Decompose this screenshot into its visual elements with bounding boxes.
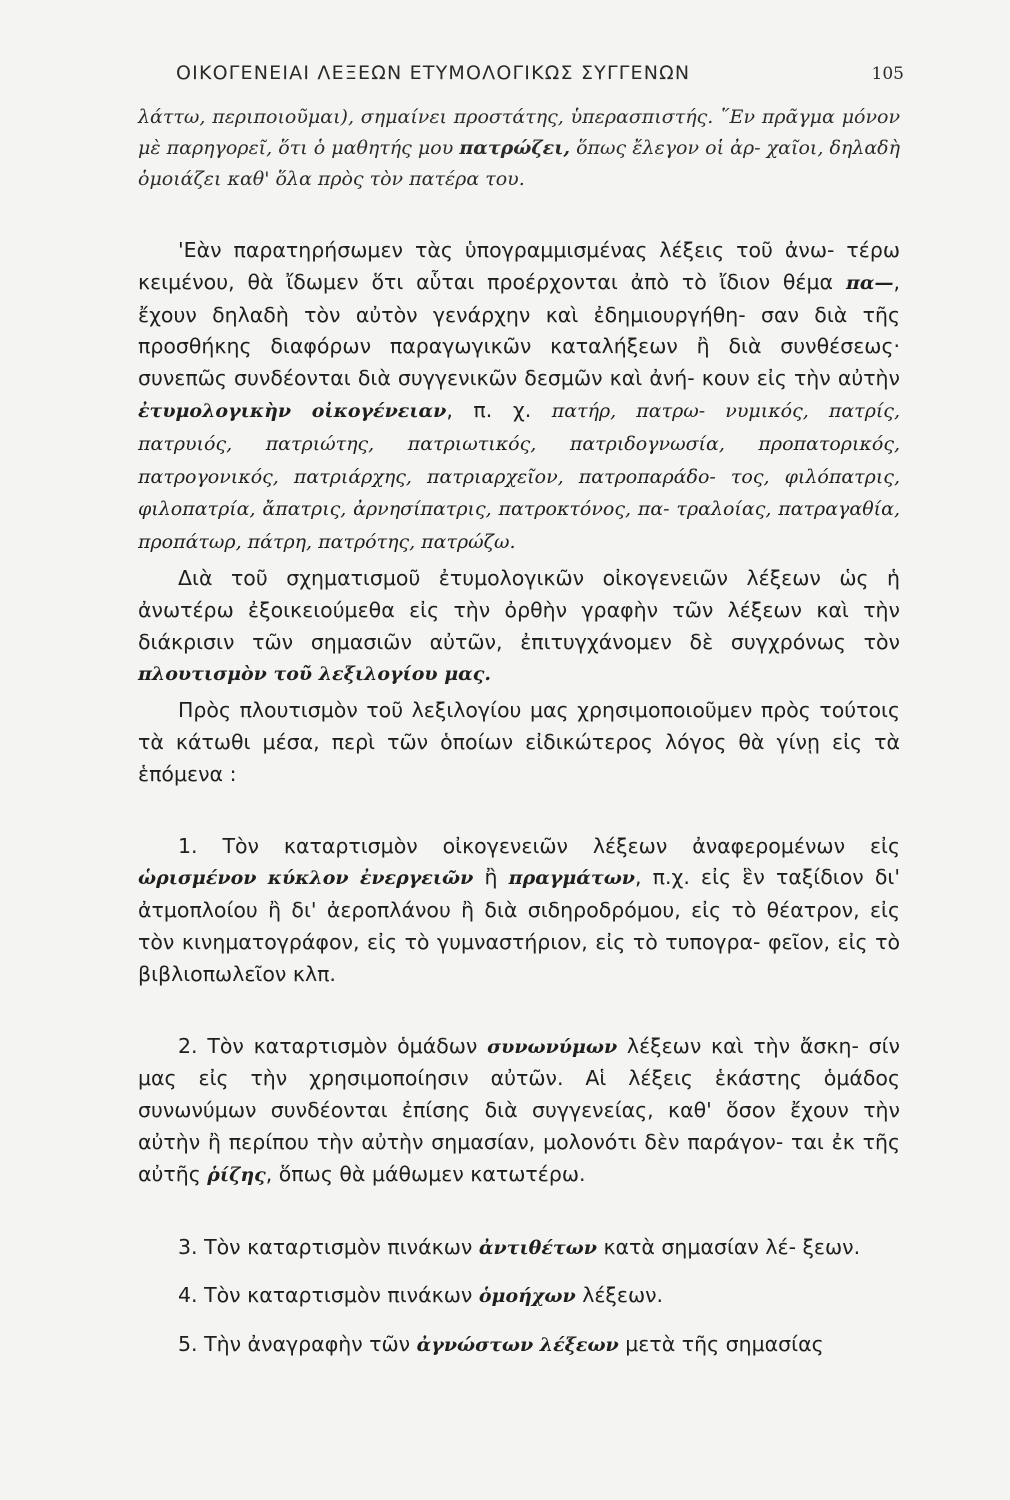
item-text: λέξεων.	[575, 1283, 664, 1308]
item-text: 1. Τὸν καταρτισμὸν οἰκογενειῶν λέξεων ἀναφερομένων εἰς	[178, 833, 900, 858]
list-item	[138, 831, 900, 991]
key-term: ὡρισμένον κύκλον ἐνεργειῶν	[138, 867, 474, 890]
quote-line-2-end: ὅπως ἔλεγον οἱ ἀρ-	[570, 137, 761, 159]
paragraph-text: Διὰ τοῦ σχηματισμοῦ ἐτυμολογικῶν οἰκογενειῶν λέξεων ὡς ἡ ἀνωτέρω ἐξοικειούμεθα εἰς τὴν ὀρθὴν γραφὴν τῶν λέξεων καὶ τὴν διάκρισιν τῶν σημασιῶν αὐτῶν, ἐπιτυγχάνομεν δὲ συγχρόνως τὸν	[138, 565, 900, 654]
item-text: , ὅπως θὰ μάθωμεν κατωτέρω.	[265, 1161, 586, 1186]
list-item	[138, 1280, 900, 1313]
key-term: συνωνύμων	[487, 1035, 618, 1058]
key-term: πραγμάτων	[508, 867, 635, 890]
page-number: 105	[871, 64, 904, 84]
list-item	[138, 1329, 900, 1362]
running-title: ΟΙΚΟΓΕΝΕΙΑΙ ΛΕΞΕΩΝ ΕΤΥΜΟΛΟΓΙΚΩΣ ΣΥΓΓΕΝΩΝ	[176, 62, 691, 84]
item-text: 2. Τὸν καταρτισμὸν ὁμάδων	[178, 1033, 488, 1058]
key-term: ἐτυμολογικὴν οἰκογένειαν	[138, 399, 447, 422]
running-head	[138, 60, 904, 100]
item-text: , π.χ. εἰς ἓν ταξίδιον δι' ἀτμοπλοίου ἢ δι' ἀεροπλάνου ἢ διὰ σιδηροδρόμου, εἰς τὸ θέατρον, εἰς τὸν κινηματογράφον, εἰς τὸ γυμναστήριον, εἰς τὸ τυπογρα- φεῖον, εἰς τὸ βιβλιοπωλεῖον κλπ.	[138, 865, 900, 986]
list-item	[138, 1031, 900, 1192]
list-item	[138, 1232, 900, 1265]
item-text: μετὰ τῆς σημασίας	[618, 1332, 824, 1357]
quote-line-2: μόνον μὲ παρηγορεῖ, ὅτι ὁ μαθητής μου	[138, 106, 901, 159]
quoted-passage	[138, 102, 900, 195]
item-text: κατὰ σημασίαν λέ- ξεων.	[596, 1234, 861, 1259]
paragraph-means: Πρὸς πλουτισμὸν τοῦ λεξιλογίου μας χρησιμοποιοῦμεν πρὸς τούτοις τὰ κάτωθι μέσα, περὶ τῶν ὁποίων εἰδικώτερος λόγος θὰ γίνῃ εἰς τὰ ἑπόμενα :	[138, 698, 900, 786]
item-text: 5. Τὴν ἀναγραφὴν τῶν	[178, 1332, 417, 1357]
key-term: πλουτισμὸν τοῦ λεξιλογίου μας.	[138, 663, 491, 686]
paragraph-text: , π. χ.	[446, 397, 552, 422]
key-term: ἀντιθέτων	[478, 1236, 597, 1259]
item-text: λέξεων καὶ τὴν ἄσκη- σίν μας εἰς τὴν χρησιμοποίησιν αὐτῶν. Αἱ λέξεις ἑκάστης ὁμάδος συνωνύμων συνδέονται ἐπίσης διὰ συγγενείας, καθ' ὅσον ἔχουν τὴν αὐτὴν ἢ περίπου τὴν αὐτὴν σημασίαν, μολονότι δὲν παράγον- ται ἐκ τῆς αὐτῆς	[138, 1033, 900, 1186]
paragraph-text: , ἔχουν δηλαδὴ τὸν αὐτὸν γενάρχην καὶ ἐδημιουργήθη- σαν διὰ τῆς προσθήκης διαφόρων παραγωγικῶν καταλήξεων ἢ διὰ συνθέσεως· συνεπῶς συνδέονται διὰ συγγενικῶν δεσμῶν καὶ ἀνή- κουν εἰς τὴν αὐτὴν	[138, 269, 900, 391]
paragraph-text: 'Εὰν παρατηρήσωμεν τὰς ὑπογραμμισμένας λέξεις τοῦ ἀνω- τέρω κειμένου, θὰ ἴδωμεν ὅτι αὗται προέρχονται ἀπὸ τὸ ἴδιον θέμα	[138, 238, 900, 294]
paragraph-vocabulary	[138, 563, 900, 691]
key-term: ῥίζης	[207, 1163, 266, 1186]
item-text: 3. Τὸν καταρτισμὸν πινάκων	[178, 1234, 479, 1259]
example-word-list: πατήρ, πατρω- νυμικός, πατρίς, πατρυιός, πατριώτης, πατριωτικός, πατριδογνωσία, προπατορικός, πατρογονικός, πατριάρχης, πατριαρχεῖον, πατροπαράδο- τος, φιλόπατρις, φιλοπατρία, ἄπατρις, ἀρνησίπατρις, πατροκτόνος, πα- τραλοίας, πατραγαθία, προπάτωρ, πάτρη, πατρότης, πατρώζω.	[138, 399, 900, 554]
item-text: 4. Τὸν καταρτισμὸν πινάκων	[178, 1283, 479, 1308]
quote-line-3: χαῖοι, δηλαδὴ ὁμοιάζει καθ' ὅλα πρὸς τὸν πατέρα του.	[138, 137, 901, 190]
quote-line-1: λάττω, περιποιοῦμαι), σημαίνει προστάτης, ὑπερασπιστής. ῞Εν πρᾶγμα	[138, 106, 835, 128]
key-term: ἀγνώστων λέξεων	[416, 1334, 619, 1357]
key-term: ὁμοήχων	[478, 1285, 576, 1308]
quote-emphasis: πατρώζει,	[459, 137, 571, 159]
paragraph-word-families	[138, 235, 900, 559]
item-text: ἢ	[473, 865, 509, 890]
theme-term: πα—	[845, 271, 894, 294]
